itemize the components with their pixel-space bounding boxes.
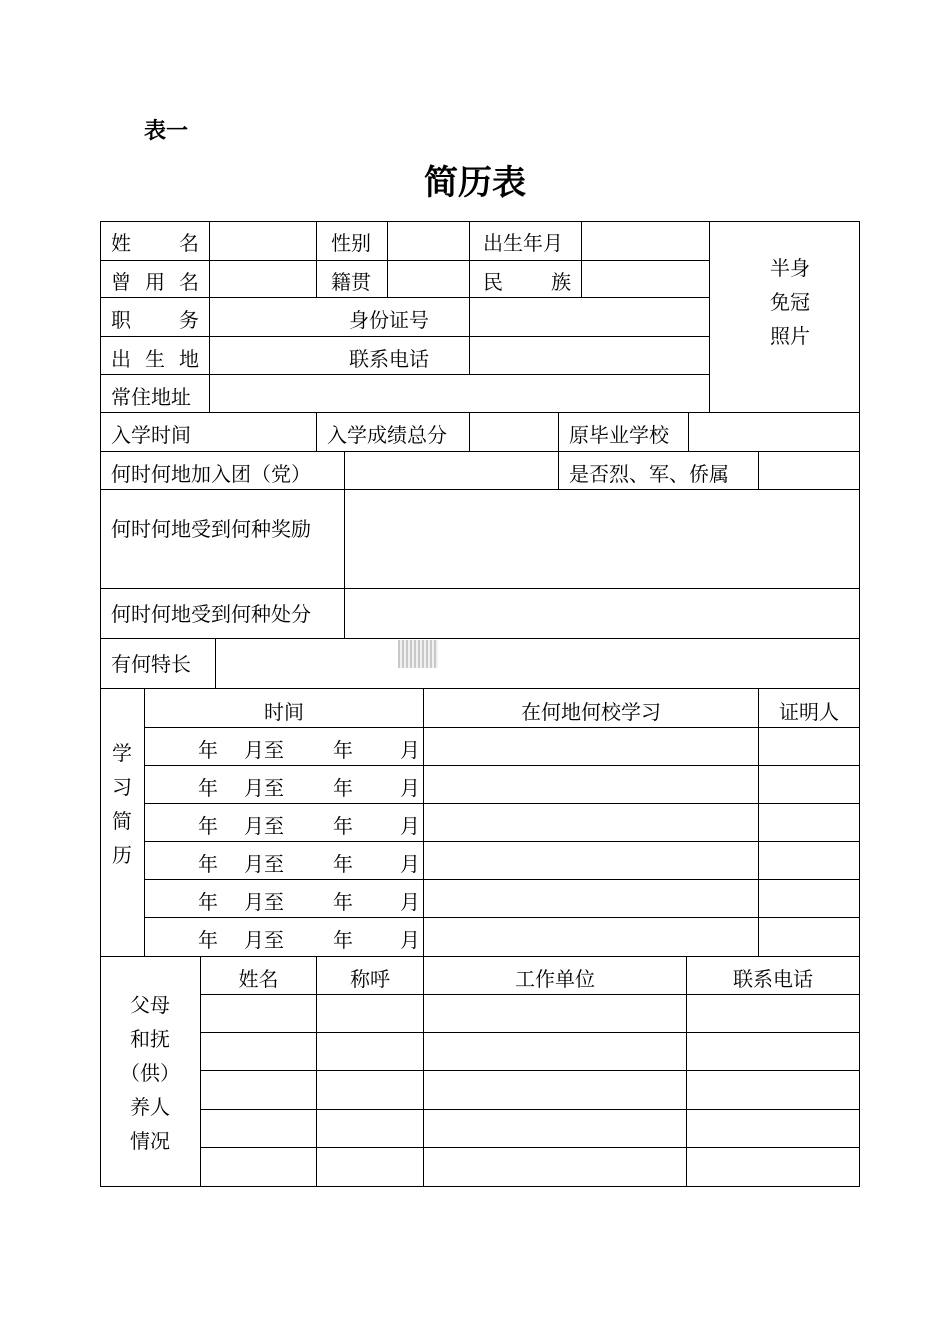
table-row[interactable]: [201, 995, 859, 1032]
study-witness-field[interactable]: [759, 880, 859, 917]
family-work-header: 工作单位: [515, 967, 595, 991]
phone-field[interactable]: [470, 337, 709, 374]
punishment-label: 何时何地受到何种处分: [111, 602, 311, 626]
table-row[interactable]: [201, 1110, 859, 1147]
table-row[interactable]: [201, 1071, 859, 1109]
skills-field[interactable]: [216, 639, 859, 688]
address-field[interactable]: [210, 375, 709, 412]
former-name-label: 曾 用 名: [111, 270, 199, 294]
name-label: 姓 名: [111, 231, 199, 255]
study-school-field[interactable]: [424, 728, 758, 765]
table-number: 表一: [144, 119, 189, 144]
league-label: 何时何地加入团（党）: [111, 462, 311, 486]
birth-date-label: 出生年月: [483, 231, 563, 255]
study-school-field[interactable]: [424, 880, 758, 917]
resume-form: 姓 名 性别 出生年月 半身 免冠 照片 曾 用 名 籍贯 民 族 职 务 身份证号 出 生 地 联系电话 常住地址 入学时间 入学成绩总分 原毕业学校 何时何地加入团（党） 是否烈、军、侨属 何时何地受到何种奖励 何时何地受到何种处分 有何特长 学习简历 时间 在何地何校学习 证明人 年 月至 年 月 年 月至 年 月 年 月至 年 月 年 月至 年 月 年 月至 年 月 年 月至 年 月 父母 和抚 （供） 养人 情况 姓名 称呼 工作单位 联系电话: [0, 0, 950, 1344]
martyr-family-label: 是否烈、军、侨属: [569, 462, 729, 486]
id-number-field[interactable]: [470, 298, 709, 336]
study-witness-field[interactable]: [759, 766, 859, 803]
family-side-label: 父母 和抚 （供） 养人 情况: [120, 993, 180, 1153]
study-time-header: 时间: [264, 700, 304, 724]
prev-school-field[interactable]: [689, 413, 859, 451]
score-label: 入学成绩总分: [327, 423, 447, 447]
score-field[interactable]: [470, 413, 558, 451]
awards-field[interactable]: [345, 490, 859, 588]
skills-label: 有何特长: [111, 652, 191, 676]
martyr-family-field[interactable]: [759, 452, 859, 489]
id-number-label: 身份证号: [349, 308, 429, 332]
birth-date-field[interactable]: [582, 222, 709, 260]
study-school-field[interactable]: [424, 842, 758, 879]
name-field[interactable]: [210, 222, 316, 260]
ethnicity-label: 民 族: [483, 270, 571, 294]
study-school-header: 在何地何校学习: [521, 700, 661, 724]
study-witness-field[interactable]: [759, 804, 859, 841]
ethnicity-field[interactable]: [582, 261, 709, 297]
study-witness-field[interactable]: [759, 918, 859, 956]
table-row[interactable]: [201, 1033, 859, 1070]
family-phone-header: 联系电话: [733, 967, 813, 991]
enroll-time-label: 入学时间: [111, 423, 191, 447]
address-label: 常住地址: [111, 385, 191, 409]
prev-school-label: 原毕业学校: [569, 423, 669, 447]
study-witness-header: 证明人: [779, 700, 839, 724]
birthplace-label: 出 生 地: [111, 347, 199, 371]
study-school-field[interactable]: [424, 766, 758, 803]
study-school-field[interactable]: [424, 918, 758, 956]
punishment-field[interactable]: [345, 589, 859, 638]
gender-field[interactable]: [388, 222, 469, 260]
league-field[interactable]: [345, 452, 558, 489]
native-place-label: 籍贯: [331, 270, 371, 294]
study-witness-field[interactable]: [759, 728, 859, 765]
scan-artifact: [398, 640, 438, 668]
study-school-field[interactable]: [424, 804, 758, 841]
family-name-header: 姓名: [238, 967, 279, 991]
awards-label: 何时何地受到何种奖励: [111, 517, 311, 541]
enroll-time-field[interactable]: [210, 413, 316, 451]
position-field[interactable]: [210, 298, 316, 336]
family-relation-header: 称呼: [350, 967, 390, 991]
phone-label: 联系电话: [349, 347, 429, 371]
photo-placeholder[interactable]: 半身 免冠 照片: [770, 256, 810, 348]
gender-label: 性别: [331, 231, 371, 255]
study-witness-field[interactable]: [759, 842, 859, 879]
position-label: 职 务: [111, 308, 199, 332]
birthplace-field[interactable]: [210, 337, 316, 374]
table-row[interactable]: [201, 1148, 859, 1186]
page-title: 简历表: [424, 163, 526, 203]
study-history-side-label: 学习简历: [112, 741, 132, 867]
former-name-field[interactable]: [210, 261, 316, 297]
native-place-field[interactable]: [388, 261, 469, 297]
